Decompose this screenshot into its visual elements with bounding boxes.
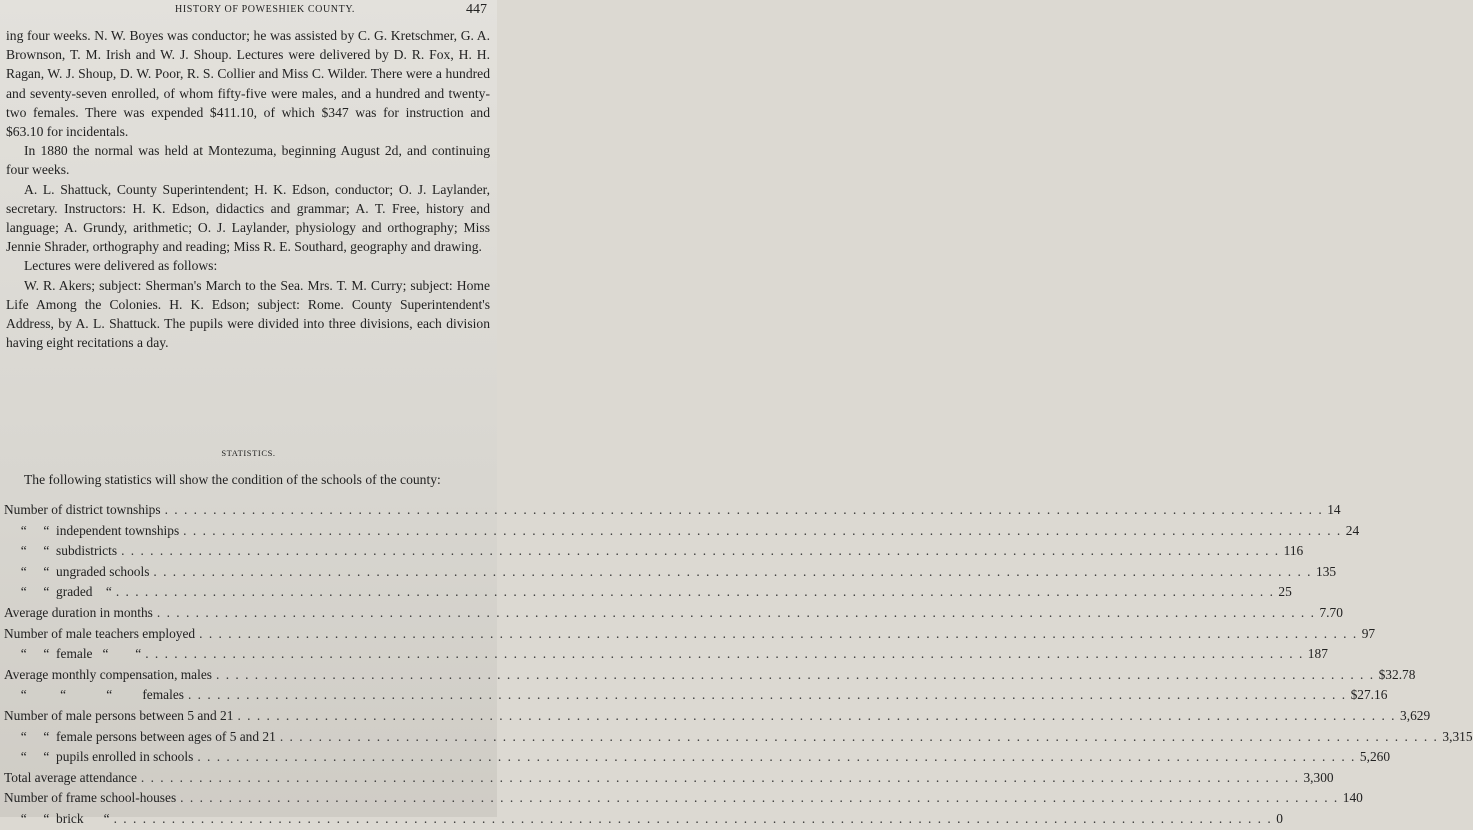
statistics-label: “ “ graded “ [4,584,112,600]
statistics-value: 97 [1361,625,1376,641]
page-number: 447 [466,2,487,17]
statistics-label: Total average attendance [4,769,137,785]
statistics-intro: The following statistics will show the condition of the schools of the county: [24,472,441,487]
dot-leader: . . . . . . . . . . . . . . . . . . . . . . . . . . . . . . . . . . . . . . . . . . . . . . . . . . . . . . . . . . . . . . . . . . . . . . . . . . . . . . . . . . . . . . . . . . . . . . . . . . . . . . . . . . . . . . . . . . . . . . . . [183,522,1342,538]
dot-leader: . . . . . . . . . . . . . . . . . . . . . . . . . . . . . . . . . . . . . . . . . . . . . . . . . . . . . . . . . . . . . . . . . . . . . . . . . . . . . . . . . . . . . . . . . . . . . . . . . . . . . . . . . . . . . . . . . . . . . . . . [153,563,1312,579]
running-head: HISTORY OF POWESHIEK COUNTY. [175,4,355,15]
dot-leader: . . . . . . . . . . . . . . . . . . . . . . . . . . . . . . . . . . . . . . . . . . . . . . . . . . . . . . . . . . . . . . . . . . . . . . . . . . . . . . . . . . . . . . . . . . . . . . . . . . . . . . . . . . . . . . . . . . . . . . . . [121,543,1280,559]
dot-leader: . . . . . . . . . . . . . . . . . . . . . . . . . . . . . . . . . . . . . . . . . . . . . . . . . . . . . . . . . . . . . . . . . . . . . . . . . . . . . . . . . . . . . . . . . . . . . . . . . . . . . . . . . . . . . . . . . . . . . . . . [279,728,1439,744]
statistics-row [4,685,1388,706]
statistics-row [4,624,1376,645]
statistics-row [4,747,1391,768]
statistics-value: 140 [1342,790,1363,806]
dot-leader: . . . . . . . . . . . . . . . . . . . . . . . . . . . . . . . . . . . . . . . . . . . . . . . . . . . . . . . . . . . . . . . . . . . . . . . . . . . . . . . . . . . . . . . . . . . . . . . . . . . . . . . . . . . . . . . . . . . . . . . . [199,625,1358,641]
statistics-row [4,521,1360,542]
statistics-row [4,727,1473,748]
statistics-row [4,644,1328,665]
statistics-row [4,562,1337,583]
statistics-label: “ “ female persons between ages of 5 and 21 [4,728,276,744]
dot-leader: . . . . . . . . . . . . . . . . . . . . . . . . . . . . . . . . . . . . . . . . . . . . . . . . . . . . . . . . . . . . . . . . . . . . . . . . . . . . . . . . . . . . . . . . . . . . . . . . . . . . . . . . . . . . . . . . . . . . . . . . [113,810,1273,826]
dot-leader: . . . . . . . . . . . . . . . . . . . . . . . . . . . . . . . . . . . . . . . . . . . . . . . . . . . . . . . . . . . . . . . . . . . . . . . . . . . . . . . . . . . . . . . . . . . . . . . . . . . . . . . . . . . . . . . . . . . . . . . . [180,790,1339,806]
statistics-label: Average monthly compensation, males [4,666,212,682]
statistics-label: Average duration in months [4,604,153,620]
dot-leader: . . . . . . . . . . . . . . . . . . . . . . . . . . . . . . . . . . . . . . . . . . . . . . . . . . . . . . . . . . . . . . . . . . . . . . . . . . . . . . . . . . . . . . . . . . . . . . . . . . . . . . . . . . . . . . . . . . . . . . . . [115,584,1275,600]
statistics-value: 5,260 [1359,749,1391,765]
statistics-label: “ “ “ females [4,687,184,703]
statistics-value: 116 [1283,543,1304,559]
statistics-value: 135 [1316,563,1337,579]
statistics-row [4,809,1283,830]
statistics-row [4,706,1431,727]
statistics-label: Number of male teachers employed [4,625,196,641]
dot-leader: . . . . . . . . . . . . . . . . . . . . . . . . . . . . . . . . . . . . . . . . . . . . . . . . . . . . . . . . . . . . . . . . . . . . . . . . . . . . . . . . . . . . . . . . . . . . . . . . . . . . . . . . . . . . . . . . . . . . . . . . [145,646,1304,662]
paragraph-normal-1880: In 1880 the normal was held at Montezuma, beginning August 2d, and continuing four weeks. [6,143,490,178]
statistics-value: 3,629 [1400,707,1431,723]
statistics-row [4,541,1304,562]
statistics-value: 32.78 [1385,666,1416,682]
dot-leader: . . . . . . . . . . . . . . . . . . . . . . . . . . . . . . . . . . . . . . . . . . . . . . . . . . . . . . . . . . . . . . . . . . . . . . . . . . . . . . . . . . . . . . . . . . . . . . . . . . . . . . . . . . . . . . . . . . . . . . . . [164,502,1324,517]
dot-leader: . . . . . . . . . . . . . . . . . . . . . . . . . . . . . . . . . . . . . . . . . . . . . . . . . . . . . . . . . . . . . . . . . . . . . . . . . . . . . . . . . . . . . . . . . . . . . . . . . . . . . . . . . . . . . . . . . . . . . . . . [156,604,1316,620]
statistics-value: 27.16 [1357,687,1388,703]
statistics-row [4,665,1416,686]
statistics-row [4,788,1363,809]
statistics-table [4,500,1473,830]
statistics-row [4,582,1292,603]
section-heading: STATISTICS. [221,448,276,458]
dot-leader: . . . . . . . . . . . . . . . . . . . . . . . . . . . . . . . . . . . . . . . . . . . . . . . . . . . . . . . . . . . . . . . . . . . . . . . . . . . . . . . . . . . . . . . . . . . . . . . . . . . . . . . . . . . . . . . . . . . . . . . . [187,687,1347,703]
statistics-label: Number of male persons between 5 and 21 [4,707,234,723]
statistics-row [4,500,1341,521]
statistics-dollar-sign: $ [1350,687,1358,703]
statistics-label: “ “ brick “ [4,810,110,826]
statistics-label: Number of frame school-houses [4,790,177,806]
statistics-label: “ “ ungraded schools [4,563,150,579]
statistics-label: “ “ independent townships [4,522,180,538]
statistics-dollar-sign: $ [1378,666,1386,682]
page-header [0,2,497,20]
dot-leader: . . . . . . . . . . . . . . . . . . . . . . . . . . . . . . . . . . . . . . . . . . . . . . . . . . . . . . . . . . . . . . . . . . . . . . . . . . . . . . . . . . . . . . . . . . . . . . . . . . . . . . . . . . . . . . . . . . . . . . . . [237,707,1397,723]
statistics-value: 25 [1278,584,1292,600]
statistics-label: “ “ pupils enrolled in schools [4,749,194,765]
dot-leader: . . . . . . . . . . . . . . . . . . . . . . . . . . . . . . . . . . . . . . . . . . . . . . . . . . . . . . . . . . . . . . . . . . . . . . . . . . . . . . . . . . . . . . . . . . . . . . . . . . . . . . . . . . . . . . . . . . . . . . . . [216,666,1375,682]
statistics-label: “ “ female “ “ [4,646,142,662]
statistics-value: 3,300 [1303,769,1334,785]
statistics-row [4,768,1334,789]
dot-leader: . . . . . . . . . . . . . . . . . . . . . . . . . . . . . . . . . . . . . . . . . . . . . . . . . . . . . . . . . . . . . . . . . . . . . . . . . . . . . . . . . . . . . . . . . . . . . . . . . . . . . . . . . . . . . . . . . . . . . . . . [197,749,1356,765]
statistics-value: 14 [1327,502,1341,517]
statistics-value: 24 [1345,522,1360,538]
statistics-value: 0 [1276,810,1283,826]
paragraph-lectures: W. R. Akers; subject: Sherman's March to the Sea. Mrs. T. M. Curry; subject: Home Life Among the Colonies. H. K. Edson; subject: Rome. County Superintendent's Address, by A. L. Shattuck. The pupils were divided into three divisions, each division having eight recitations a day. [6,277,490,351]
statistics-row [4,603,1343,624]
paragraph-normal-1879: ing four weeks. N. W. Boyes was conductor; he was assisted by C. G. Kretschmer, G. A. Brownson, T. M. Irish and W. J. Shoup. Lectures were delivered by D. R. Fox, H. H. Ragan, W. J. Shoup, D. W. Poor, R. S. Collier and Miss C. Wilder. There were a hundred and seventy-seven enrolled, of whom fifty-five were males, and a hundred and twenty-two females. There was expended $411.10, of which $347 was for instruction and $63.10 for incidentals. [6,28,490,140]
statistics-value: 187 [1307,646,1328,662]
statistics-value: 7.70 [1319,604,1343,620]
paragraph-instructors: A. L. Shattuck, County Superintendent; H. K. Edson, conductor; O. J. Laylander, secretary. Instructors: H. K. Edson, didactics and grammar; A. T. Free, history and language; A. Grundy, arithmetic; O. J. Laylander, physiology and orthography; Miss Jennie Shrader, orthography and reading; Miss R. E. Southard, geography and drawing. [6,181,490,255]
statistics-value: 3,315 [1442,728,1473,744]
dot-leader: . . . . . . . . . . . . . . . . . . . . . . . . . . . . . . . . . . . . . . . . . . . . . . . . . . . . . . . . . . . . . . . . . . . . . . . . . . . . . . . . . . . . . . . . . . . . . . . . . . . . . . . . . . . . . . . . . . . . . . . . [140,769,1300,785]
body-text [6,26,490,352]
paragraph-lectures-intro: Lectures were delivered as follows: [24,258,218,274]
statistics-label: “ “ subdistricts [4,543,118,559]
statistics-label: Number of district townships [4,502,161,517]
